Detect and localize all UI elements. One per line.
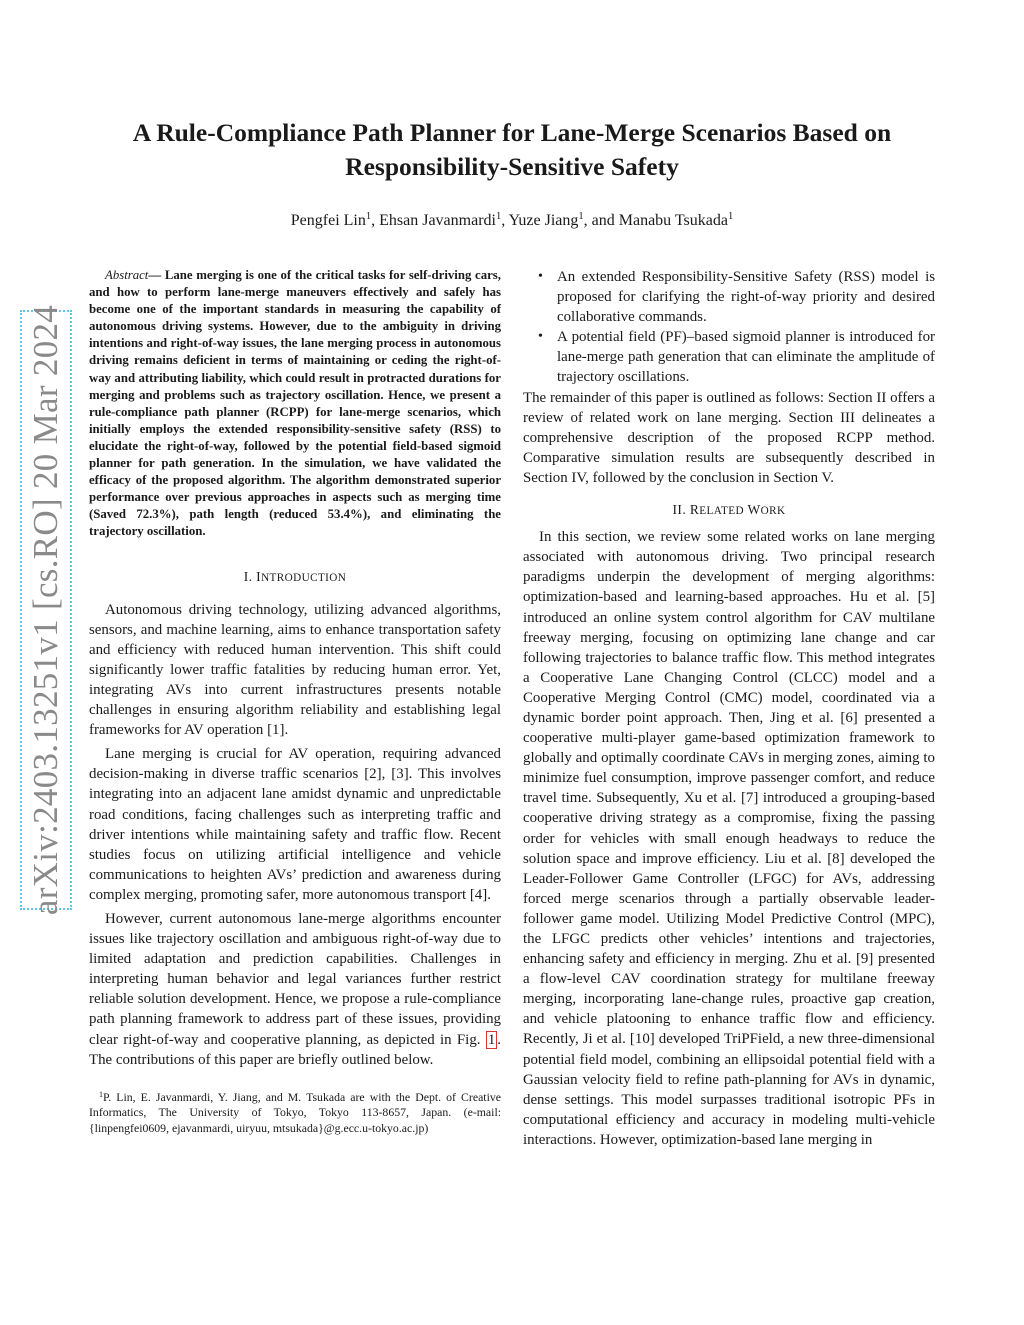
abstract-dash: — [148, 268, 162, 282]
author-affiliation: 1 [727, 211, 734, 222]
left-column [89, 267, 501, 1136]
author-list [88, 210, 936, 232]
section-title-initial: W [747, 502, 761, 518]
author-affiliation: 1 [578, 211, 584, 222]
author-separator: , [371, 212, 380, 229]
abstract-label: Abstract [105, 268, 149, 282]
footnote-mark: 1 [99, 1089, 103, 1099]
outline-paragraph: The remainder of this paper is outlined as follows: Section II offers a review of related work on lane merging. Section III delineates a comprehensive description of the proposed RCPP method. Comparative simulation results are subsequently described in Section IV, followed by the conclusion in Section V. [523, 389, 935, 486]
author-name: Ehsan Javanmardi [379, 212, 496, 229]
author-name: Pengfei Lin [290, 212, 366, 229]
author-separator: , and [583, 212, 619, 229]
footnote-text: P. Lin, E. Javanmardi, Y. Jiang, and M. Tsukada are with the Dept. of Creative Informatics, The University of Tokyo, Tokyo 113-8657, Japan. (e-mail: {linpengfei0609, ejavanmardi, uiryuu, mtsukada}@g.ecc.u-tokyo.ac.jp) [89, 1089, 501, 1135]
list-item [523, 267, 935, 327]
footnote-body [89, 1090, 501, 1136]
intro-paragraph-3-text: However, current autonomous lane-merge algorithms encounter issues like trajectory oscillation and ambiguous right-of-way due to limited adaptation and prediction capabilities. Challenges in interpreting human behavior and legal variances further restrict reliable solution development. Hence, we propose a rule-compliance path planning framework to address part of these issues, providing clear right-of-way and cooperative planning, as depicted in Fig. [89, 911, 501, 1048]
affiliation-footnote [89, 1090, 501, 1136]
author-affiliation: 1 [495, 211, 502, 222]
contribution-text: An extended Responsibility-Sensitive Safety (RSS) model is proposed for clarifying the right-of-way priority and desired collaborative commands. [557, 269, 935, 326]
intro-paragraph-3-tail: . The contributions of this paper are briefly outlined below. [89, 1031, 501, 1068]
section-title-initial: R [689, 502, 700, 518]
abstract [89, 267, 501, 541]
related-work-paragraph: In this section, we review some related works on lane merging associated with autonomous driving. Two principal research paradigms underpin the development of merging algorithms: optimization-based and learning-based approaches. Hu et al. [5] introduced an online system control algorithm for CAV multilane freeway merging, focusing on optimizing lane change and car following trajectories to balance traffic flow. This method integrates a Cooperative Lane Changing Control (CLCC) model and a Cooperative Merging Control (CMC) model, coordinated via a dynamic border point approach. Then, Jing et al. [6] presented a cooperative multi-player game-based optimization framework to globally and optimally coordinate CAVs in merging zones, aiming to minimize fuel consumption, improve passenger comfort, and reduce travel time. Subsequently, Xu et al. [7] introduced a grouping-based cooperative driving strategy as a compromise, fixing the passing order for vehicles with small enough headways to reduce the solution space and improve efficiency. Liu et al. [8] developed the Leader-Follower Game Controller (LFGC) for AVs, addressing forced merge scenarios through a partially observable leader-follower game model. Utilizing Model Predictive Control (MPC), the LFGC predicts other vehicles’ intentions and trajectories, enhancing safety and efficiency in merging. Zhu et al. [9] presented a flow-level CAV coordination strategy for multilane freeway merging, incorporating lane-change rules, proactive gap creation, and vehicle platooning to enhance traffic flow and efficiency. Recently, Ji et al. [10] developed TriPField, a new three-dimensional potential field model, combining an ellipsoidal potential field with a Gaussian velocity field to refine path-planning for AVs in dynamic, dense settings. This model surpasses traditional isotropic PFs in computational efficiency and accuracy in modeling multi-vehicle interactions. However, optimization-based lane merging in [523, 529, 935, 1148]
intro-paragraph-2: Lane merging is crucial for AV operation, requiring advanced decision-making in diverse traffic scenarios [2], [3]. This involves integrating into an adjacent lane amidst dynamic and unpredictable road conditions, facing challenges such as interpreting traffic and driver intentions while maintaining safety and traffic flow. Recent studies focus on utilizing artificial intelligence and vehicle communications to heighten AVs’ prediction and awareness during complex merging, promoting safer, more autonomous transport [4]. [89, 746, 501, 903]
section-title-rest: ORK [760, 505, 786, 518]
title-line-1: A Rule-Compliance Path Planner for Lane-Merge Scenarios Based on [132, 118, 892, 147]
author-name: Yuze Jiang [508, 212, 579, 229]
section-heading-introduction [89, 567, 501, 588]
contribution-text: A potential field (PF)–based sigmoid planner is introduced for lane-merge path generation that can eliminate the amplitude of trajectory oscillations. [557, 329, 935, 386]
section-number: II. [672, 502, 687, 518]
section-title-rest: ELATED [699, 505, 744, 518]
intro-paragraph-3 [89, 909, 501, 1070]
arxiv-identifier: arXiv:2403.13251v1 [cs.RO] 20 Mar 2024 [26, 304, 65, 916]
bullet-icon: • [538, 329, 543, 345]
right-column [523, 267, 935, 1150]
intro-paragraph-1: Autonomous driving technology, utilizing advanced algorithms, sensors, and machine learning, aims to enhance transportation safety and efficiency with reduced human intervention. This shift could significantly lower traffic fatalities by reducing human error. Yet, integrating AVs into current infrastructures presents notable challenges in ensuring algorithm reliability and establishing legal frameworks for AV operation [1]. [89, 601, 501, 739]
author-affiliation: 1 [365, 211, 372, 222]
figure-reference-link[interactable]: 1 [487, 1031, 496, 1048]
author-separator: , [501, 212, 509, 229]
author-name: Manabu Tsukada [618, 212, 728, 229]
list-item [523, 327, 935, 387]
section-title-initial: I [256, 568, 262, 584]
paper-title [88, 116, 936, 184]
section-number: I. [243, 568, 253, 584]
bullet-icon: • [538, 269, 543, 284]
section-title-rest: NTRODUCTION [261, 571, 347, 584]
title-line-2: Responsibility-Sensitive Safety [345, 152, 679, 181]
section-heading-related-work [523, 500, 935, 521]
arxiv-identifier-box [20, 304, 72, 916]
abstract-text: Lane merging is one of the critical tasks for self-driving cars, and how to perform lane-merge maneuvers effectively and safely has become one of the important standards in measuring the capability of autonomous driving systems. However, due to the ambiguity in driving intentions and right-of-way issues, the lane merging process in autonomous driving remains deficient in terms of maintaining or ceding the right-of-way and attributing liability, which could result in protracted durations for merging and problems such as trajectory oscillation. Hence, we present a rule-compliance path planner (RCPP) for lane-merge scenarios, which initially employs the extended responsibility-sensitive safety (RSS) to elucidate the right-of-way, followed by the potential field-based sigmoid planner for path generation. In the simulation, we have validated the efficacy of the proposed algorithm. The algorithm demonstrated superior performance over previous approaches in aspects such as merging time (Saved 72.3%), path length (reduced 53.4%), and eliminating the trajectory oscillation. [89, 268, 501, 539]
contributions-list [523, 267, 935, 388]
